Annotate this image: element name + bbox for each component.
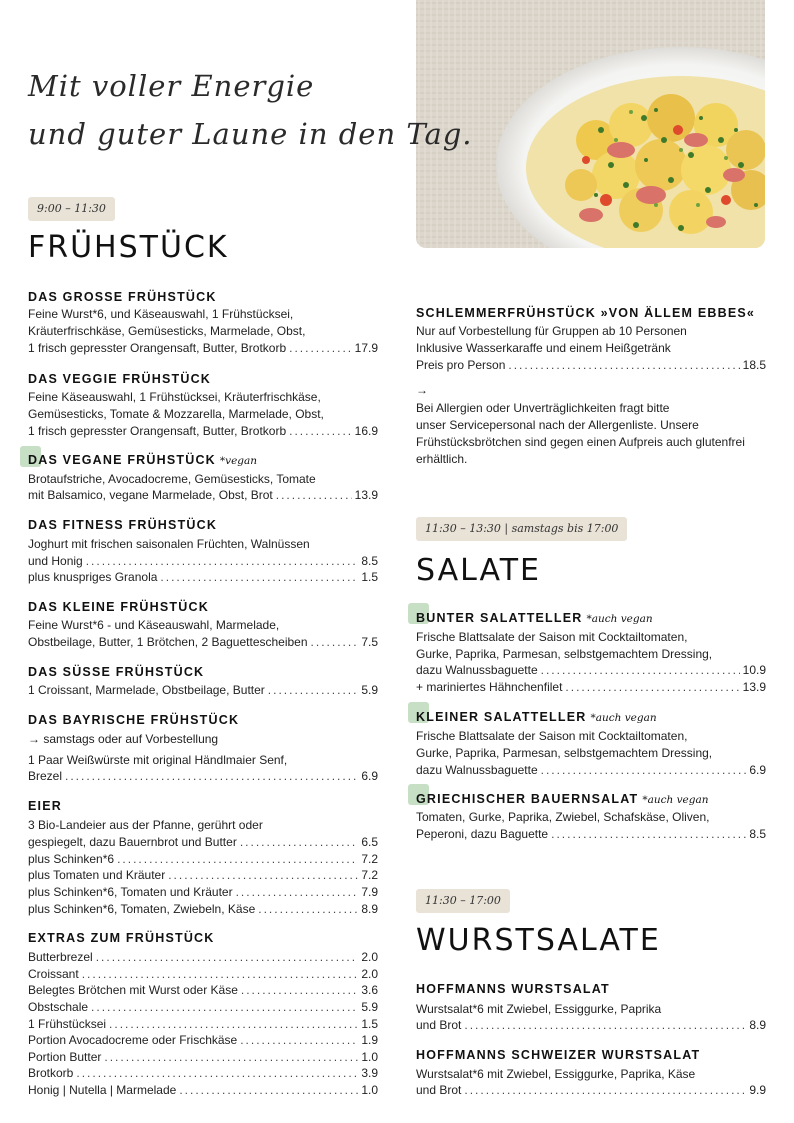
- dot-leader: [109, 1016, 358, 1033]
- price-line-label: Preis pro Person: [416, 358, 506, 372]
- price-line-label: Brotkorb: [28, 1066, 74, 1080]
- breakfast-time-badge: 9:00 – 11:30: [28, 197, 115, 221]
- allergy-notice: erhältlich.: [416, 452, 468, 466]
- dot-leader: [565, 679, 739, 696]
- price-line-label: plus knuspriges Granola: [28, 570, 158, 584]
- dot-leader: [276, 487, 352, 504]
- dot-leader: [289, 340, 352, 357]
- dot-leader: [541, 762, 747, 779]
- menu-item-description: Joghurt mit frischen saisonalen Früchten, Walnüssen: [28, 537, 310, 551]
- menu-item-description: Gurke, Paprika, Parmesan, selbstgemachtem Dressing,: [416, 647, 713, 661]
- price-line: [28, 966, 378, 983]
- dot-leader: [86, 553, 359, 570]
- price-line-label: Portion Avocadocreme oder Frischkäse: [28, 1033, 238, 1047]
- price: 8.9: [361, 902, 378, 916]
- sausage-salad-time-badge: 11:30 – 17:00: [416, 889, 510, 913]
- dot-leader: [464, 1082, 746, 1099]
- menu-item-description: Feine Käseauswahl, 1 Frühstücksei, Kräuterfrischkäse,: [28, 390, 321, 404]
- price-line-label: Obstbeilage, Butter, 1 Brötchen, 2 Baguettescheiben: [28, 635, 308, 649]
- menu-item-description: Kräuterfrischkäse, Gemüsesticks, Marmelade, Obst,: [28, 324, 306, 338]
- tagline-line-2: und guter Laune in den Tag.: [28, 117, 473, 151]
- menu-item-description: Frische Blattsalate der Saison mit Cocktailtomaten,: [416, 729, 688, 743]
- price: 17.9: [354, 341, 378, 355]
- menu-item-description: Inklusive Wasserkaraffe und einem Heißgetränk: [416, 341, 671, 355]
- menu-item-description: → samstags oder auf Vorbestellung: [28, 732, 219, 746]
- price-line-label: Brezel: [28, 769, 63, 783]
- dot-leader: [240, 1032, 358, 1049]
- price: 7.9: [361, 885, 378, 899]
- price: 6.5: [361, 835, 378, 849]
- price: 5.9: [361, 683, 378, 697]
- price: 10.9: [742, 663, 766, 677]
- menu-item-description: Tomaten, Gurke, Paprika, Zwiebel, Schafskäse, Oliven,: [416, 810, 710, 824]
- price: 2.0: [361, 967, 378, 981]
- price-line: [416, 1082, 766, 1099]
- dot-leader: [541, 662, 740, 679]
- price-line: [28, 1032, 378, 1049]
- price-line-label: Peperoni, dazu Baguette: [416, 827, 549, 841]
- price: 1.9: [361, 1033, 378, 1047]
- allergy-notice: unser Servicepersonal nach der Allergenliste. Unsere: [416, 418, 699, 432]
- price-line: [416, 679, 766, 696]
- dot-leader: [96, 949, 359, 966]
- menu-item-description: Frische Blattsalate der Saison mit Cocktailtomaten,: [416, 630, 688, 644]
- price-line-label: Portion Butter: [28, 1050, 102, 1064]
- price-line: [28, 487, 378, 504]
- price-line: [28, 901, 378, 918]
- dot-leader: [241, 982, 358, 999]
- price-line-label: und Brot: [416, 1018, 462, 1032]
- price-line: [416, 762, 766, 779]
- sausage-salad-section-title: WURSTSALATE: [416, 923, 661, 958]
- price-line-label: Croissant: [28, 967, 79, 981]
- price: 1.0: [361, 1083, 378, 1097]
- price-line: [28, 1082, 378, 1099]
- dot-leader: [160, 569, 358, 586]
- dot-leader: [117, 851, 358, 868]
- menu-item-description: Feine Wurst*6 - und Käseauswahl, Marmelade,: [28, 618, 280, 632]
- price: 8.5: [749, 827, 766, 841]
- dot-leader: [258, 901, 358, 918]
- price: 13.9: [354, 488, 378, 502]
- price: 1.5: [361, 570, 378, 584]
- price-line: [28, 768, 378, 785]
- menu-item-name: KLEINER SALATTELLER: [416, 710, 587, 724]
- menu-item-description: Nur auf Vorbestellung für Gruppen ab 10 Personen: [416, 324, 687, 338]
- price-line: [28, 999, 378, 1016]
- price-line: [28, 1065, 378, 1082]
- price-line-label: plus Schinken*6, Tomaten, Zwiebeln, Käse: [28, 902, 256, 916]
- menu-item-name: BUNTER SALATTELLER: [416, 611, 583, 625]
- dot-leader: [240, 834, 359, 851]
- price-line-label: 1 Croissant, Marmelade, Obstbeilage, Butter: [28, 683, 265, 697]
- dot-leader: [236, 884, 359, 901]
- salad-time-badge: 11:30 – 13:30 | samstags bis 17:00: [416, 517, 627, 541]
- price-line: [28, 553, 378, 570]
- price-line: [28, 851, 378, 868]
- price-line: [28, 867, 378, 884]
- dot-leader: [104, 1049, 358, 1066]
- menu-item-title: [416, 710, 657, 724]
- menu-item-title: HOFFMANNS WURSTSALAT: [416, 982, 610, 996]
- price-line: [416, 662, 766, 679]
- menu-item-title: EIER: [28, 799, 62, 813]
- price-line: [28, 634, 378, 651]
- price-line-label: 1 Frühstücksei: [28, 1017, 107, 1031]
- price-line-label: 1 frisch gepresster Orangensaft, Butter, Brotkorb: [28, 341, 287, 355]
- price-line-label: + mariniertes Hähnchenfilet: [416, 680, 563, 694]
- dot-leader: [464, 1017, 746, 1034]
- price-line-label: plus Tomaten und Kräuter: [28, 868, 166, 882]
- arrow-right-icon: →: [416, 383, 428, 397]
- vegan-note: *auch vegan: [590, 712, 657, 724]
- menu-item-title: HOFFMANNS SCHWEIZER WURSTSALAT: [416, 1048, 701, 1062]
- price-line-label: Butterbrezel: [28, 950, 93, 964]
- price-line: [28, 682, 378, 699]
- price-line-label: 1 frisch gepresster Orangensaft, Butter, Brotkorb: [28, 424, 287, 438]
- tagline-line-1: Mit voller Energie: [28, 69, 315, 103]
- menu-item-description: Brotaufstriche, Avocadocreme, Gemüsesticks, Tomate: [28, 472, 316, 486]
- price: 5.9: [361, 1000, 378, 1014]
- dot-leader: [168, 867, 358, 884]
- menu-item-title: DAS GROSSE FRÜHSTÜCK: [28, 290, 217, 304]
- price: 3.9: [361, 1066, 378, 1080]
- dot-leader: [82, 966, 359, 983]
- price-line-label: und Brot: [416, 1083, 462, 1097]
- price: 1.5: [361, 1017, 378, 1031]
- price-line: [28, 423, 378, 440]
- price-line-label: dazu Walnussbaguette: [416, 763, 538, 777]
- menu-item-title: DAS KLEINE FRÜHSTÜCK: [28, 600, 209, 614]
- menu-item-description: Feine Wurst*6, und Käseauswahl, 1 Frühstücksei,: [28, 307, 294, 321]
- price-line: [28, 1049, 378, 1066]
- price: 7.5: [361, 635, 378, 649]
- price-line-label: plus Schinken*6, Tomaten und Kräuter: [28, 885, 233, 899]
- price-line: [28, 340, 378, 357]
- menu-item-title: [416, 792, 708, 806]
- price-line-label: Obstschale: [28, 1000, 89, 1014]
- price: 7.2: [361, 868, 378, 882]
- menu-item-description: Gemüsesticks, Tomate & Mozzarella, Marmelade, Obst,: [28, 407, 324, 421]
- salad-section-title: SALATE: [416, 553, 541, 588]
- menu-item-name: GRIECHISCHER BAUERNSALAT: [416, 792, 639, 806]
- breakfast-section-title: FRÜHSTÜCK: [28, 230, 229, 265]
- dot-leader: [91, 999, 358, 1016]
- menu-item-description: 3 Bio-Landeier aus der Pfanne, gerührt oder: [28, 818, 263, 832]
- price-line-label: plus Schinken*6: [28, 852, 115, 866]
- tagline: [28, 62, 473, 158]
- price-line-label: Belegtes Brötchen mit Wurst oder Käse: [28, 983, 238, 997]
- price: 8.5: [361, 554, 378, 568]
- price-line: [28, 884, 378, 901]
- price: 2.0: [361, 950, 378, 964]
- dot-leader: [311, 634, 359, 651]
- price-line-label: Honig | Nutella | Marmelade: [28, 1083, 177, 1097]
- menu-item-title: [416, 611, 653, 625]
- allergy-notice: Bei Allergien oder Unverträglichkeiten fragt bitte: [416, 401, 670, 415]
- menu-item-title: DAS BAYRISCHE FRÜHSTÜCK: [28, 713, 240, 727]
- price-line: [416, 357, 766, 374]
- price-line: [28, 982, 378, 999]
- price: 13.9: [742, 680, 766, 694]
- dot-leader: [289, 423, 352, 440]
- price: 18.5: [742, 358, 766, 372]
- dot-leader: [508, 357, 739, 374]
- dot-leader: [65, 768, 358, 785]
- price-line: [28, 834, 378, 851]
- vegan-note: *vegan: [219, 455, 258, 467]
- price: 1.0: [361, 1050, 378, 1064]
- price-line-label: dazu Walnussbaguette: [416, 663, 538, 677]
- price-line-label: und Honig: [28, 554, 83, 568]
- menu-item-title: EXTRAS ZUM FRÜHSTÜCK: [28, 931, 215, 945]
- price-line: [416, 1017, 766, 1034]
- vegan-note: *auch vegan: [586, 613, 653, 625]
- price: 8.9: [749, 1018, 766, 1032]
- price: 9.9: [749, 1083, 766, 1097]
- allergy-notice: Frühstücksbrötchen sind gegen einen Aufpreis auch glutenfrei: [416, 435, 745, 449]
- menu-item-description: Gurke, Paprika, Parmesan, selbstgemachtem Dressing,: [416, 746, 713, 760]
- menu-item-title: DAS FITNESS FRÜHSTÜCK: [28, 518, 218, 532]
- price-line: [28, 569, 378, 586]
- menu-item-title: SCHLEMMERFRÜHSTÜCK »VON ÄLLEM EBBES«: [416, 306, 756, 320]
- price-line: [28, 949, 378, 966]
- price-line: [416, 826, 766, 843]
- menu-item-title: [28, 453, 257, 467]
- dot-leader: [179, 1082, 358, 1099]
- price-line-label: mit Balsamico, vegane Marmelade, Obst, Brot: [28, 488, 273, 502]
- price: 7.2: [361, 852, 378, 866]
- vegan-note: *auch vegan: [642, 794, 709, 806]
- menu-item-title: DAS VEGGIE FRÜHSTÜCK: [28, 372, 212, 386]
- price-line: [28, 1016, 378, 1033]
- price-line-label: gespiegelt, dazu Bauernbrot und Butter: [28, 835, 237, 849]
- menu-item-description: Wurstsalat*6 mit Zwiebel, Essiggurke, Paprika, Käse: [416, 1067, 696, 1081]
- menu-item-description: Wurstsalat*6 mit Zwiebel, Essiggurke, Paprika: [416, 1002, 662, 1016]
- dot-leader: [76, 1065, 358, 1082]
- menu-item-title: DAS SÜSSE FRÜHSTÜCK: [28, 665, 205, 679]
- dot-leader: [551, 826, 746, 843]
- price: 6.9: [361, 769, 378, 783]
- menu-item-name: DAS VEGANE FRÜHSTÜCK: [28, 453, 216, 467]
- dot-leader: [268, 682, 359, 699]
- price: 6.9: [749, 763, 766, 777]
- price: 16.9: [354, 424, 378, 438]
- price: 3.6: [361, 983, 378, 997]
- menu-item-description: 1 Paar Weißwürste mit original Händlmaier Senf,: [28, 753, 288, 767]
